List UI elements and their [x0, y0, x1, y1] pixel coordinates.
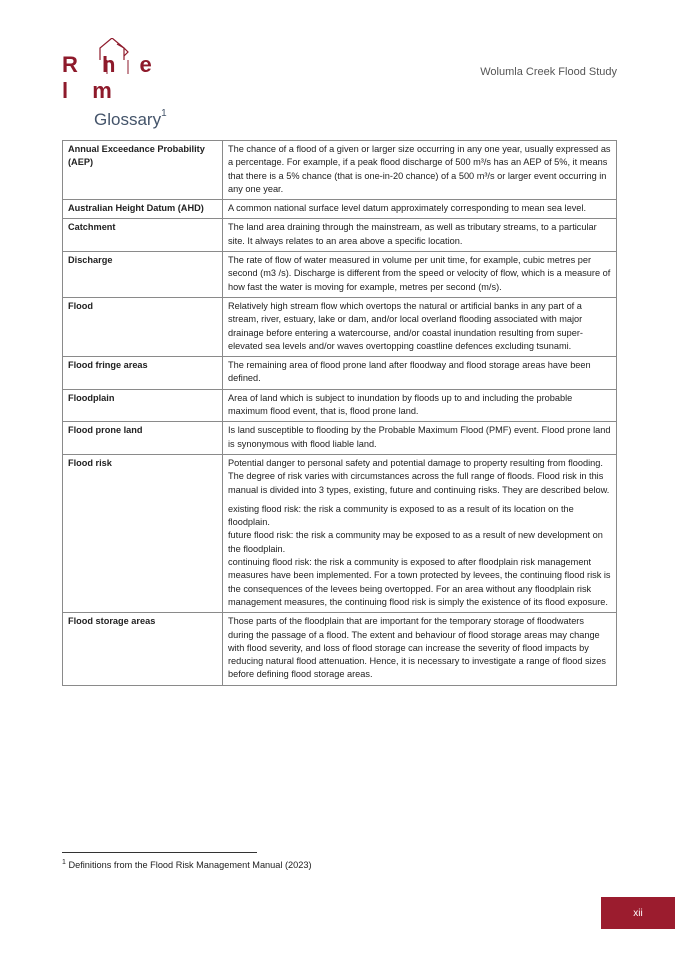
- footnote-ref[interactable]: 1: [161, 108, 167, 120]
- page-number-tab: [601, 897, 675, 929]
- definition-paragraph: The rate of flow of water measured in volume per unit time, for example, cubic metres per second (m3 /s). Discharge is different from the speed or velocity of flow, which is a measure of how fast the water is moving for example, metres per second (m/s).: [228, 255, 611, 292]
- table-row: [63, 454, 617, 612]
- glossary-term: Discharge: [63, 252, 223, 298]
- definition-paragraph: continuing flood risk: the risk a community is exposed to after floodplain risk management measures have been implemented. For a town protected by levees, the continuing flood risk is the consequences of the levees being overtopped. For an area without any floodplain risk management measures, the continuing flood risk is simply the existence of its flood exposure.: [228, 557, 611, 607]
- table-row: [63, 200, 617, 219]
- glossary-term: Floodplain: [63, 389, 223, 422]
- definition-paragraph: Relatively high stream flow which overtops the natural or artificial banks in any part of a stream, river, estuary, lake or dam, and/or local overland flooding associated with major drainage before entering a watercourse, and/or coastal inundation resulting from super-elevated sea levels and/or waves overtopping coastline defences excluding tsunami.: [228, 300, 583, 351]
- table-row: [63, 422, 617, 455]
- document-title: Wolumla Creek Flood Study: [480, 66, 617, 78]
- table-row: [63, 141, 617, 200]
- table-row: [63, 297, 617, 356]
- glossary-term: Flood risk: [63, 454, 223, 612]
- definition-paragraph: The remaining area of flood prone land after floodway and flood storage areas have been defined.: [228, 360, 591, 384]
- glossary-definition: [223, 454, 617, 612]
- glossary-definition: [223, 252, 617, 298]
- definition-paragraph: existing flood risk: the risk a community is exposed to as a result of its location on the floodplain.: [228, 503, 574, 528]
- definition-paragraph: The land area draining through the mainstream, as well as tributary streams, to a particular site. It always relates to an area above a specific location.: [228, 222, 597, 246]
- glossary-term: Annual Exceedance Probability (AEP): [63, 141, 223, 200]
- table-row: [63, 252, 617, 298]
- page-title-text: Glossary: [94, 110, 162, 129]
- glossary-definition: [223, 389, 617, 422]
- glossary-definition: [223, 357, 617, 390]
- glossary-definition: [223, 219, 617, 252]
- footnote-text: Definitions from the Flood Risk Management Manual (2023): [68, 860, 312, 871]
- page-number: xii: [633, 907, 643, 919]
- table-row: [63, 357, 617, 390]
- glossary-definition: [223, 613, 617, 685]
- glossary-term: Flood storage areas: [63, 613, 223, 685]
- footnote-divider: [62, 852, 257, 853]
- logo-wordmark: R h e l m: [62, 52, 161, 103]
- table-row: [63, 219, 617, 252]
- glossary-term: Australian Height Datum (AHD): [63, 200, 223, 219]
- glossary-definition: [223, 200, 617, 219]
- definition-paragraph: Potential danger to personal safety and potential damage to property resulting from flooding. The degree of risk varies with circumstances across the full range of floods. Flood risk in this manual is divided into 3 types, existing, future and continuing risks. They are described below.: [228, 457, 610, 495]
- footnote-marker: 1: [62, 859, 66, 866]
- definition-paragraph: The chance of a flood of a given or larger size occurring in any one year, usually expressed as a percentage. For example, if a peak flood discharge of 500 m³/s has an AEP of 5%, it means that there is a 5% chance (that is one-in-20 chance) of a 500 m³/s or larger event occurring in any one year.: [228, 144, 611, 194]
- table-row: [63, 613, 617, 685]
- definition-paragraph: Those parts of the floodplain that are important for the temporary storage of floodwaters during the passage of a flood. The extent and behaviour of flood storage areas may change with flood severity, and loss of flood storage can increase the severity of flood impacts by reducing natural flood attenuation. Hence, it is necessary to investigate a range of flood sizes before defining flood storage areas.: [228, 616, 606, 680]
- glossary-definition: [223, 297, 617, 356]
- glossary-term: Flood prone land: [63, 422, 223, 455]
- definition-paragraph: future flood risk: the risk a community may be exposed to as a result of new development on the floodplain.: [228, 530, 603, 554]
- definition-paragraph: Area of land which is subject to inundation by floods up to and including the probable maximum flood event, that is, flood prone land.: [228, 392, 573, 417]
- page-title: [94, 110, 167, 130]
- footnote: [62, 859, 312, 870]
- glossary-term: Catchment: [63, 219, 223, 252]
- glossary-definition: [223, 422, 617, 455]
- glossary-body: [63, 141, 617, 686]
- definition-paragraph: Is land susceptible to flooding by the Probable Maximum Flood (PMF) event. Flood prone land is synonymous with flood liable land.: [228, 425, 611, 449]
- glossary-table: [62, 140, 617, 686]
- glossary-term: Flood fringe areas: [63, 357, 223, 390]
- glossary-definition: [223, 141, 617, 200]
- table-row: [63, 389, 617, 422]
- rhelm-logo: [62, 38, 182, 103]
- definition-paragraph: A common national surface level datum approximately corresponding to mean sea level.: [228, 203, 586, 214]
- glossary-term: Flood: [63, 297, 223, 356]
